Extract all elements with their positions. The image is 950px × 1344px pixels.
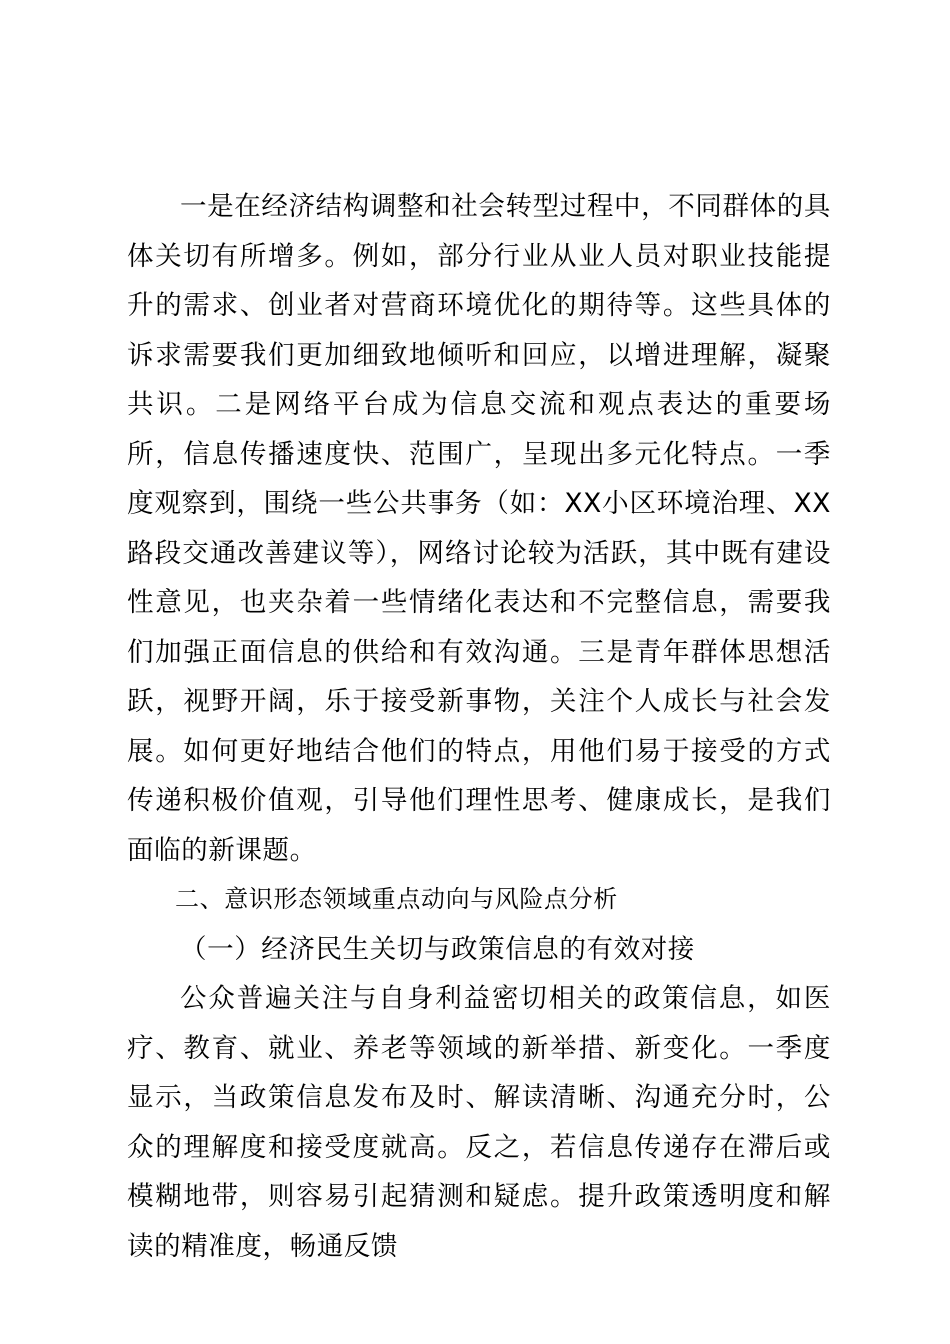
document-body — [127, 182, 831, 1271]
body-paragraph: 公众普遍关注与自身利益密切相关的政策信息，如医疗、教育、就业、养老等领域的新举措、新变化。一季度显示，当政策信息发布及时、解读清晰、沟通充分时，公众的理解度和接受度就高。反之，若信息传递存在滞后或模糊地带，则容易引起猜测和疑虑。提升政策透明度和解读的精准度，畅通反馈 — [127, 983, 831, 1262]
body-paragraph: 一是在经济结构调整和社会转型过程中，不同群体的具体关切有所增多。例如，部分行业从业人员对职业技能提升的需求、创业者对营商环境优化的期待等。这些具体的诉求需要我们更加细致地倾听和回应，以增进理解，凝聚共识。二是网络平台成为信息交流和观点表达的重要场所，信息传播速度快、范围广，呈现出多元化特点。一季度观察到，围绕一些公共事务（如：XX小区环境治理、XX路段交通改善建议等），网络讨论较为活跃，其中既有建设性意见，也夹杂着一些情绪化表达和不完整信息，需要我们加强正面信息的供给和有效沟通。三是青年群体思想活跃，视野开阔，乐于接受新事物，关注个人成长与社会发展。如何更好地结合他们的特点，用他们易于接受的方式传递积极价值观，引导他们理性思考、健康成长，是我们面临的新课题。 — [127, 191, 831, 866]
section-heading: 二、意识形态领域重点动向与风险点分析 — [175, 885, 618, 913]
subsection-heading: （一）经济民生关切与政策信息的有效对接 — [180, 933, 695, 965]
